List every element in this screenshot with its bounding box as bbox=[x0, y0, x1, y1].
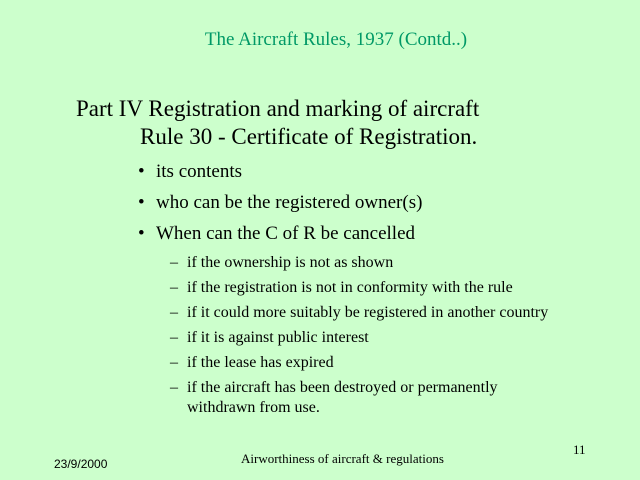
footer-title: Airworthiness of aircraft & regulations bbox=[241, 451, 444, 466]
dash-marker: – bbox=[170, 279, 178, 296]
sub-bullet-item bbox=[170, 277, 548, 302]
sub-bullet-item bbox=[170, 352, 548, 377]
bullet-marker: • bbox=[138, 223, 145, 244]
page-number: 11 bbox=[573, 442, 586, 457]
dash-marker: – bbox=[170, 329, 178, 346]
bullet-item bbox=[138, 221, 422, 252]
sub-bullet-text: if the aircraft has been destroyed or permanently bbox=[187, 379, 498, 396]
sub-bullet-text: if the lease has expired bbox=[187, 354, 334, 371]
slide-title: The Aircraft Rules, 1937 (Contd..) bbox=[204, 29, 468, 50]
sub-bullet-item bbox=[170, 252, 548, 277]
footer-date: 23/9/2000 bbox=[54, 457, 108, 471]
sub-bullet-continuation: withdrawn from use. bbox=[187, 399, 320, 416]
dash-marker: – bbox=[170, 354, 178, 371]
sub-bullet-text: if the ownership is not as shown bbox=[187, 254, 394, 271]
sub-bullet-list bbox=[170, 252, 548, 422]
bullet-text: its contents bbox=[156, 161, 243, 182]
dash-marker: – bbox=[170, 379, 178, 396]
sub-bullet-text: if the registration is not in conformity with the rule bbox=[187, 279, 513, 296]
slide-heading bbox=[76, 95, 479, 151]
sub-bullet-item bbox=[170, 327, 548, 352]
sub-bullet-item bbox=[170, 377, 548, 422]
heading-line-part: Part IV Registration and marking of aircraft bbox=[76, 96, 480, 121]
sub-bullet-text: if it could more suitably be registered in another country bbox=[187, 304, 549, 321]
dash-marker: – bbox=[170, 254, 178, 271]
bullet-text: who can be the registered owner(s) bbox=[156, 192, 423, 213]
bullet-marker: • bbox=[138, 192, 145, 213]
bullet-text: When can the C of R be cancelled bbox=[156, 223, 416, 244]
sub-bullet-item bbox=[170, 302, 548, 327]
heading-line-rule: Rule 30 - Certificate of Registration. bbox=[140, 124, 478, 149]
bullet-marker: • bbox=[138, 161, 145, 182]
dash-marker: – bbox=[170, 304, 178, 321]
bullet-list bbox=[138, 159, 422, 252]
bullet-item bbox=[138, 190, 422, 221]
bullet-item bbox=[138, 159, 422, 190]
sub-bullet-text: if it is against public interest bbox=[187, 329, 369, 346]
